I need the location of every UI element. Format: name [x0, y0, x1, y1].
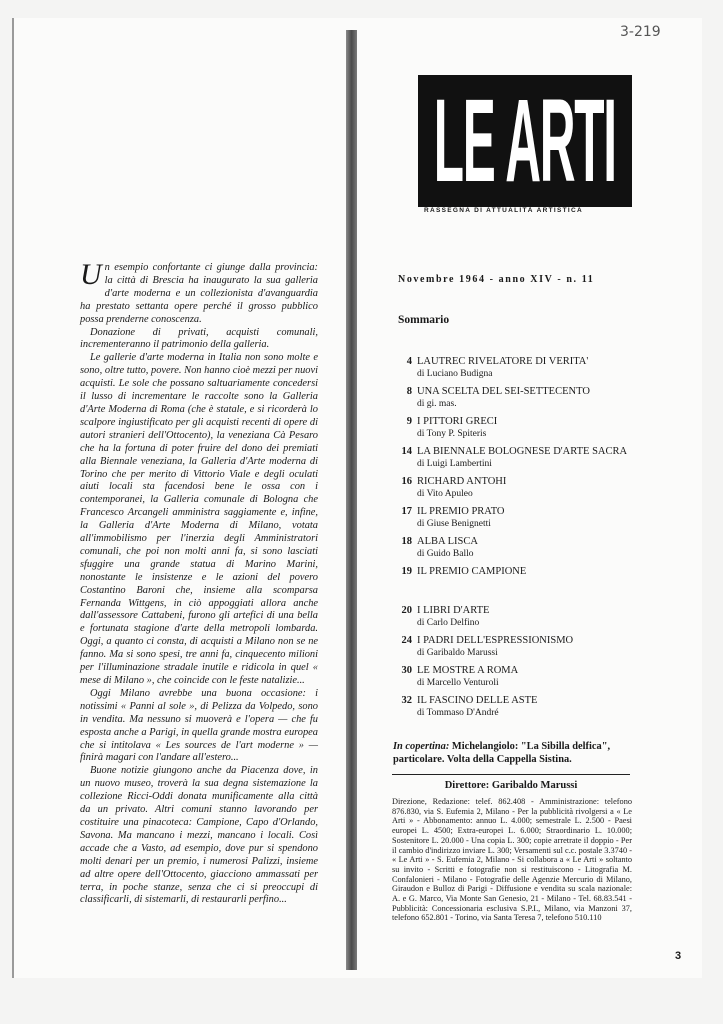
toc-page: 8 — [406, 386, 412, 397]
toc-title: I PADRI DELL'ESPRESSIONISMO — [417, 635, 574, 646]
toc-author: di gi. mas. — [417, 399, 457, 409]
article-paragraph: Le gallerie d'arte moderna in Italia non sono molte e sono, oltre tutto, povere. Non hanno cioè mezzi per nuovi acquisti. Le sole che possano saltuariamente concedersi il lusso di incrementare le raccolte sono la Galleria d'Arte Moderna di Roma (che è statale, e si ricorderà lo scalpore ingiustificato per gli acquisti recenti di opere di autori stranieri dell'Ottocento), la veneziana Cà Pesaro che ha la fortuna di poter fruire del dono dei premiati alla Biennale veneziana, la Galleria d'Arte moderna di Torino che per merito di Vittorio Viale e degli oculati aiuti locali sta facendosi bene le ossa con i contemporanei, la Galleria comunale di Bologna che Francesco Arcangeli amministra saggiamente e, infine, la Galleria d'Arte Moderna di Milano, votata all'immobilismo per l'inerzia degli Amministratori comunali, che poi non molti anni fa, si sono lasciati sfuggire una grande statua di Marino Marini, nonostante le insistenze e le azioni del povero Costantino Baroni che, insieme alla scomparsa Fernanda Wittgens, in ciò appoggiati allora anche dall'assessore Cattabeni, furono gli artefici di una bella e fortunata stagione d'arte della metropoli lombarda. Oggi, a quanto ci consta, di acquisti a Milano non se ne fanno. Ma si sono spesi, tre anni fa, cinquecento milioni per l'illuminazione stradale inutile e ridicola in quel « mese di Milano », che coincide con le feste natalizie... — [80, 352, 318, 686]
toc-title: LA BIENNALE BOLOGNESE D'ARTE SACRA — [417, 446, 628, 457]
toc-entry — [390, 476, 690, 506]
toc-entry — [390, 536, 690, 566]
toc-title: LE MOSTRE A ROMA — [417, 665, 519, 676]
toc-page: 19 — [401, 566, 412, 577]
page-number: 3 — [675, 950, 682, 962]
article-paragraph — [80, 258, 318, 327]
cover-caption — [393, 740, 638, 766]
cover-text: Michelangiolo: "La Sibilla delfica", particolare. Volta della Cappella Sistina. — [393, 741, 611, 765]
toc-page: 16 — [401, 476, 412, 487]
toc-page: 17 — [401, 506, 412, 517]
toc-entry — [390, 506, 690, 536]
colophon: Direzione, Redazione: telef. 862.408 - Amministrazione: telefono 876.830, via S. Eufemia 2, Milano - Per la pubblicità rivolgersi a « Le Arti » - Abbonamento: annuo L. 4.000; semestrale L. 2.500 - Paesi europei L. 4500; Extra-europei L. 6.000; Straordinario L. 10.000; Sostenitore L. 20.000 - Una copia L. 300; copie arretrate il doppio - Per il cambio d'indirizzo inviare L. 300; Versamenti sul c.c. postale 3.3740 - « Le Arti » - S. Eufemia 2, Milano - Si collabora a « Le Arti » soltanto su invito - Scritti e fotografie non si restituiscono - Litografia M. Confalonieri - Milano - Fotografie delle Agenzie Mercurio di Milano, Giraudon e Bulloz di Parigi - Diffusione e vendita su scala nazionale: A. e G. Marco, Via Monte San Genesio, 21 - Milano - Tel. 68.83.541 - Pubblicità: Concessionaria esclusiva S.P.I., Milano, via Manzoni 37, telefono 652.801 - Torino, via Santa Teresa 7, telefono 510.110 — [392, 797, 632, 923]
toc-title: LAUTREC RIVELATORE DI VERITA' — [417, 356, 589, 367]
paragraph-text: n esempio confortante ci giunge dalla provincia: la città di Brescia ha inaugurato la sua galleria d'arte moderna e un collezionista d'avanguardia ha prestato settanta opere perché il grosso pubblico possa prenderne conoscenza. — [80, 262, 318, 325]
toc-entry — [390, 386, 690, 416]
toc-page: 32 — [401, 695, 412, 706]
toc-entry — [390, 665, 690, 695]
sommario-heading: Sommario — [398, 314, 450, 326]
toc-entry — [390, 566, 690, 596]
toc-author: di Tommaso D'André — [417, 708, 499, 718]
toc-title: I PITTORI GRECI — [417, 416, 498, 427]
director-line: Direttore: Garibaldo Marussi — [444, 780, 578, 791]
toc-page: 4 — [406, 356, 412, 367]
toc-title: ALBA LISCA — [417, 536, 478, 547]
toc-author: di Guido Ballo — [417, 549, 474, 559]
toc-entry — [390, 695, 690, 725]
toc-entry — [390, 416, 690, 446]
toc-entry — [390, 635, 690, 665]
table-of-contents — [390, 356, 690, 725]
masthead-subtitle: RASSEGNA DI ATTUALITÀ ARTISTICA — [424, 207, 583, 214]
toc-page: 20 — [401, 605, 412, 616]
toc-author: di Luciano Budigna — [417, 369, 493, 379]
article-paragraph: Donazione di privati, acquisti comunali, incrementeranno il patrimonio della galleria. — [80, 326, 318, 351]
toc-page: 9 — [406, 416, 412, 427]
toc-title: IL FASCINO DELLE ASTE — [417, 695, 538, 706]
article-paragraph: Buone notizie giungono anche da Piacenza dove, in un nuovo museo, troverà la sua degna sistemazione la collezione Ricci-Oddi donata munificamente alla città da un privato. Altri comuni stanno lavorando per costituire una pinacoteca: Campione, Capo d'Orlando, Savona. Ma mancano i mezzi, mancano i locali. Così accade che a Vasto, ad esempio, dove pur si spendono molti denari per un premio, i numerosi Palizzi, insieme ad altre opere dell'Ottocento, giacciono ammassati per terra, in poche stanze, senza che ci si preoccupi di classificarli, di sistemarli, di restaurarli perfino... — [80, 765, 318, 906]
toc-entry — [390, 446, 690, 476]
article-paragraph: Oggi Milano avrebbe una buona occasione: i notissimi « Panni al sole », di Pelizza da Volpedo, sono in vendita. Ma nessuno si muoverà e l'opera — che fu esposta anche a Parigi, in quella grande mostra europea che si intitolava « Les sources de l'art moderne » — finirà magari con l'andare all'estero... — [80, 687, 318, 764]
toc-page: 24 — [401, 635, 412, 646]
toc-author: di Vito Apuleo — [417, 489, 473, 499]
toc-author: di Tony P. Spiteris — [417, 429, 487, 439]
masthead-title: LE ARTI — [433, 75, 617, 207]
editorial-article — [80, 258, 318, 907]
toc-title: UNA SCELTA DEL SEI-SETTECENTO — [417, 386, 590, 397]
toc-author: di Carlo Delfino — [417, 618, 480, 628]
divider — [392, 774, 630, 775]
page-fold — [346, 30, 357, 970]
toc-page: 18 — [401, 536, 412, 547]
cover-label: In copertina: — [393, 741, 450, 752]
toc-page: 14 — [401, 446, 412, 457]
toc-title: IL PREMIO CAMPIONE — [417, 566, 527, 577]
toc-title: I LIBRI D'ARTE — [417, 605, 490, 616]
toc-author: di Giuse Benignetti — [417, 519, 491, 529]
issue-info: Novembre 1964 - anno XIV - n. 11 — [398, 274, 595, 285]
toc-author: di Garibaldo Marussi — [417, 648, 498, 658]
masthead-logo — [418, 75, 632, 207]
toc-entry — [390, 356, 690, 386]
handwritten-reference: 3-219 — [620, 24, 661, 40]
toc-title: RICHARD ANTOHI — [417, 476, 507, 487]
toc-title: IL PREMIO PRATO — [417, 506, 505, 517]
drop-cap: U — [80, 258, 102, 291]
toc-entry — [390, 605, 690, 635]
toc-author: di Marcello Venturoli — [417, 678, 499, 688]
toc-page: 30 — [401, 665, 412, 676]
toc-author: di Luigi Lambertini — [417, 459, 492, 469]
